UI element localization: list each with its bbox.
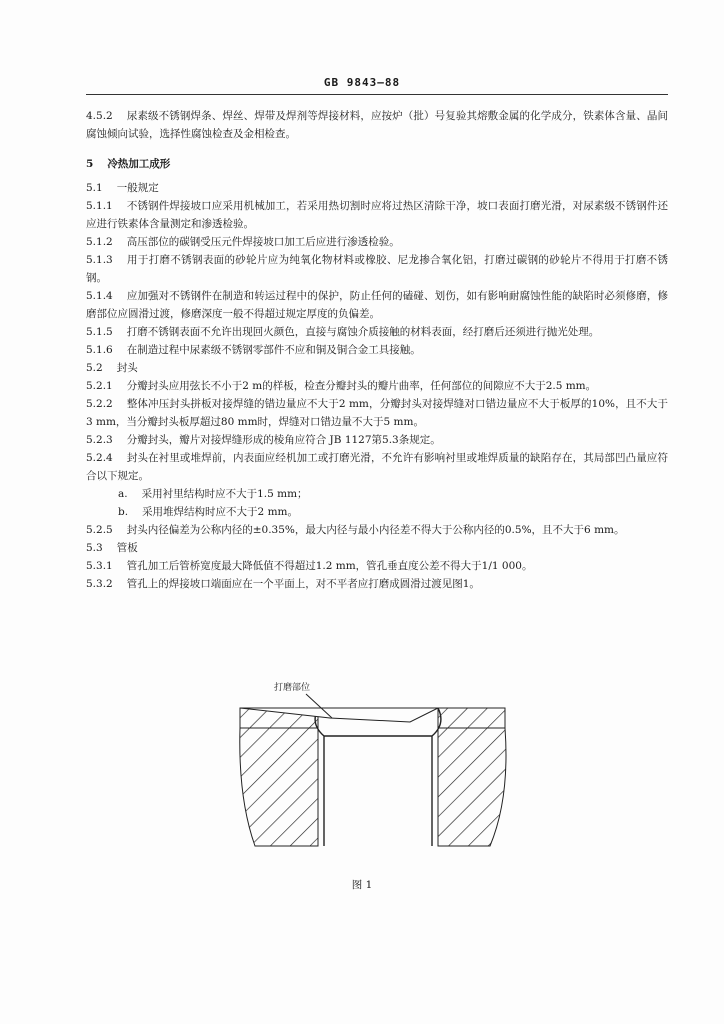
list-item-b: b. 采用堆焊结构时应不大于2 mm。: [118, 506, 298, 518]
paragraph-5-2-1: 5.2.1 分瓣封头应用弦长不小于2 m的样板，检查分瓣封头的瓣片曲率，任何部位的间隙应不大于2.5 mm。: [86, 380, 597, 392]
paragraph-5-3-2: 5.3.2 管孔上的焊接坡口端面应在一个平面上，对不平者应打磨成圆滑过渡见图1。: [86, 578, 480, 590]
paragraph-5-1-3: 5.1.3 用于打磨不锈钢表面的砂轮片应为纯氧化物材料或橡胶、尼龙掺合氧化铝，打磨过碳钢的砂轮片不得用于打磨不锈钢。: [86, 254, 668, 284]
figure-label: 打磨部位: [274, 683, 311, 693]
paragraph-4-5-2: 4.5.2 尿素级不锈钢焊条、焊丝、焊带及焊剂等焊接材料，应按炉（批）号复验其熔敷金属的化学成分，铁素体含量、晶间腐蚀倾向试验，选择性腐蚀检查及金相检查。: [86, 110, 668, 140]
paragraph-5-2-3: 5.2.3 分瓣封头，瓣片对接焊缝形成的棱角应符合 JB 1127第5.3条规定。: [86, 434, 441, 446]
base-plate-left: [240, 728, 318, 846]
paragraph-5-1-6: 5.1.6 在制造过程中尿素级不锈钢零部件不应和铜及铜合金工具接触。: [86, 344, 421, 356]
document-body: [86, 107, 668, 593]
header-rule: [86, 94, 668, 95]
figure-caption: 图 1: [351, 879, 373, 891]
cladding-layer-right: [438, 708, 505, 728]
paragraph-5-1-1: 5.1.1 不锈钢件焊接坡口应采用机械加工，若采用热切割时应将过热区清除干净，坡口表面打磨光滑，对尿素级不锈钢件还应进行铁素体含量测定和渗透检验。: [86, 200, 668, 230]
figure-1-diagram: [220, 678, 520, 858]
tube-hole: [315, 708, 441, 846]
section-heading-5: 5 冷热加工成形: [86, 158, 171, 170]
paragraph-5-2-2: 5.2.2 整体冲压封头拼板对接焊缝的错边量应不大于2 mm，分瓣封头对接焊缝对口错边量应不大于板厚的10%，且不大于3 mm，当分瓣封头板厚超过80 mm时，焊缝对口错边量不大于5 mm。: [86, 398, 668, 428]
list-item-a: a. 采用衬里结构时应不大于1.5 mm；: [118, 488, 308, 500]
subsection-heading-5-2: 5.2 封头: [86, 362, 138, 374]
paragraph-5-3-1: 5.3.1 管孔加工后管桥宽度最大降低值不得超过1.2 mm，管孔垂直度公差不得大于1/1 000。: [86, 560, 533, 572]
paragraph-5-2-5: 5.2.5 封头内径偏差为公称内径的±0.35%，最大内径与最小内径差不得大于公称内径的0.5%，且不大于6 mm。: [86, 524, 625, 536]
base-plate-right: [438, 728, 506, 846]
page-header: GB 9843—88: [323, 76, 401, 89]
paragraph-5-1-2: 5.1.2 高压部位的碳钢受压元件焊接坡口加工后应进行渗透检验。: [86, 236, 400, 248]
subsection-heading-5-1: 5.1 一般规定: [86, 182, 159, 194]
paragraph-5-1-5: 5.1.5 打磨不锈钢表面不允许出现回火颜色，直接与腐蚀介质接触的材料表面，经打磨后还须进行抛光处理。: [86, 326, 600, 338]
paragraph-5-2-4: 5.2.4 封头在衬里或堆焊前，内表面应经机加工或打磨光滑，不允许有影响衬里或堆焊质量的缺陷存在，其局部凹凸量应符合以下规定。: [86, 452, 668, 482]
subsection-heading-5-3: 5.3 管板: [86, 542, 138, 554]
paragraph-5-1-4: 5.1.4 应加强对不锈钢件在制造和转运过程中的保护，防止任何的磕碰、划伤，如有影响耐腐蚀性能的缺陷时必须修磨，修磨部位应圆滑过渡，修磨深度一般不得超过规定厚度的负偏差。: [86, 290, 668, 320]
